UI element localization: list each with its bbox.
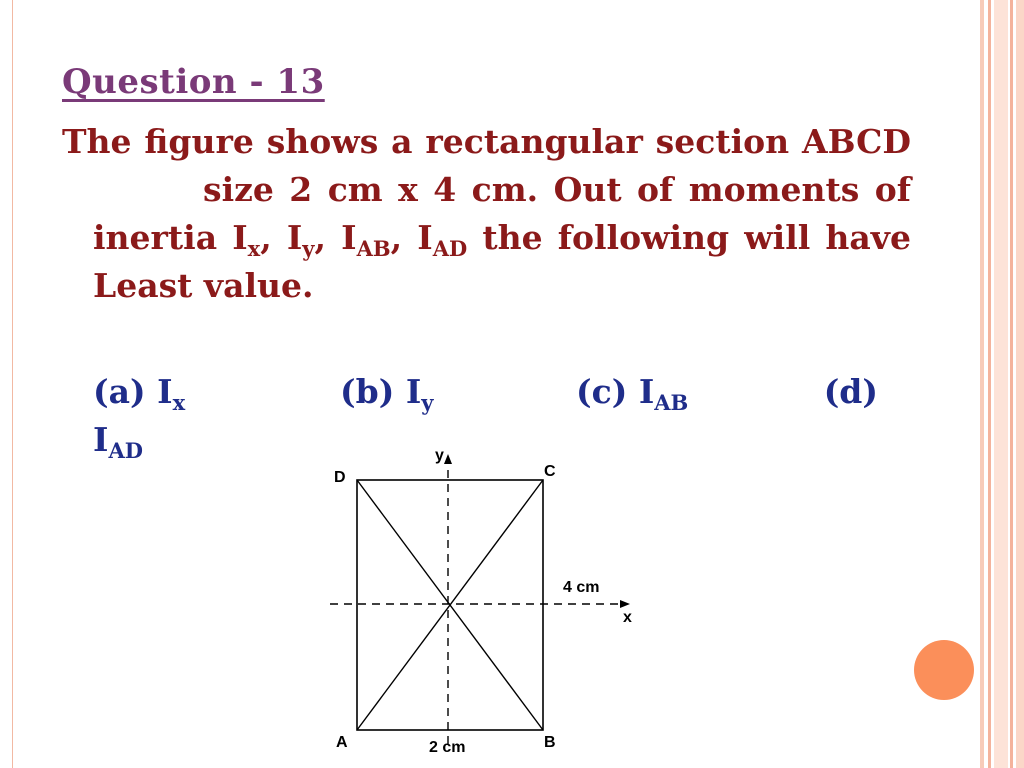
option-b[interactable]: (b) $I_y$	[340, 372, 434, 415]
option-c[interactable]: (c) $I_{AB}$	[576, 372, 689, 415]
corner-b-label: B	[544, 734, 556, 751]
rectangle-section-figure	[322, 444, 652, 768]
option-d-value[interactable]: $I_{AD}$	[93, 420, 143, 463]
x-axis-arrow	[620, 600, 630, 608]
question-line-3: moments of inertia	[93, 170, 911, 257]
section-name: ABCD	[802, 122, 911, 161]
y-axis-arrow	[444, 454, 452, 464]
corner-d-label: D	[334, 469, 346, 486]
question-line-2: size 2 cm x 4 cm. Out of	[203, 170, 674, 209]
slide-frame-right	[980, 0, 1024, 768]
width-dimension-label: 2 cm	[429, 739, 466, 756]
option-d[interactable]: (d)	[823, 372, 878, 411]
corner-a-label: A	[336, 734, 348, 751]
option-a[interactable]: (a) $I_x$	[93, 372, 186, 415]
height-dimension-label: 4 cm	[563, 579, 600, 596]
question-line-1: The figure shows a rectangular section	[62, 122, 790, 161]
question-line-4: following will have Least value.	[93, 218, 911, 305]
corner-c-label: C	[544, 463, 556, 480]
question-text: The figure shows a rectangular section ABCDsize 2 cm x 4 cm. Out of moments of inertia $I_x$, $I_y$, $I_{AB}$, $I_{AD}$ the following will have Least value.	[62, 122, 911, 305]
decorative-orb	[914, 640, 974, 700]
slide-frame-left	[0, 0, 13, 768]
question-title: Question - 13	[62, 62, 325, 102]
y-axis-label: y	[435, 447, 444, 464]
x-axis-label: x	[623, 609, 632, 626]
